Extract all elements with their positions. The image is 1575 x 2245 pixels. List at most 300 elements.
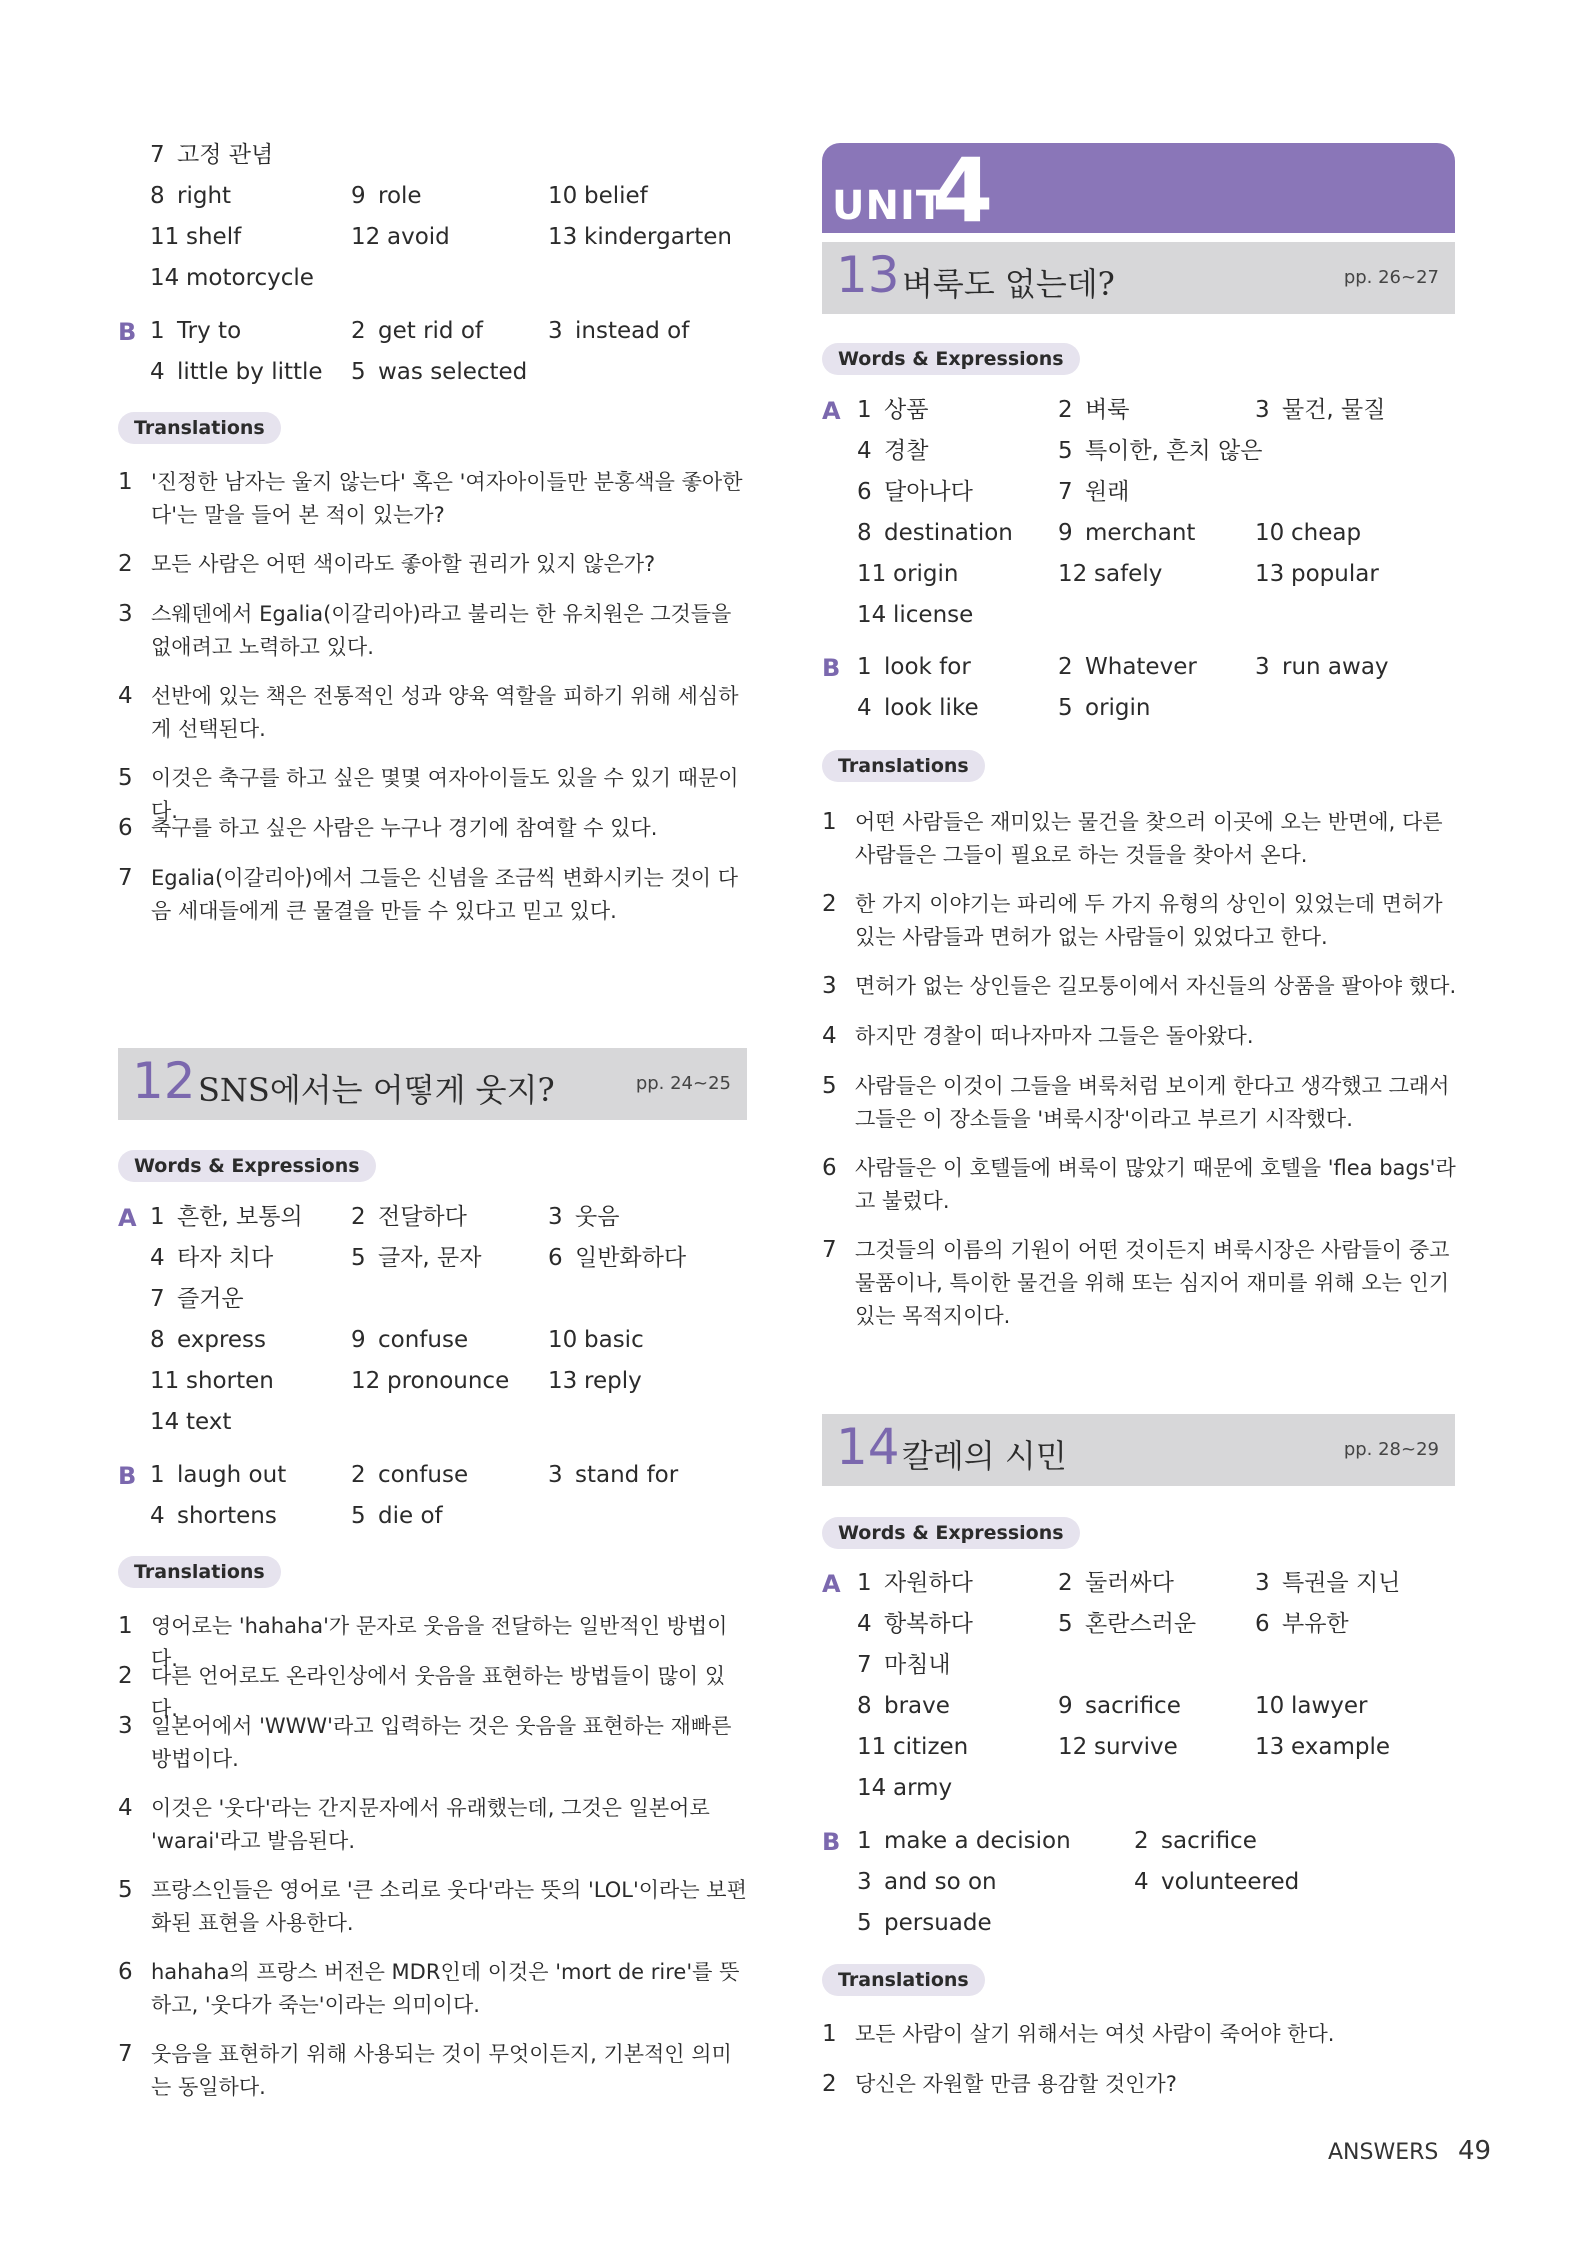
answer-text: brave bbox=[884, 1693, 950, 1719]
answer-item bbox=[351, 1243, 482, 1273]
lesson-number: 12 bbox=[132, 1052, 196, 1110]
answer-text: sacrifice bbox=[1161, 1828, 1257, 1854]
answer-text: 원래 bbox=[1085, 479, 1130, 505]
answer-item bbox=[150, 181, 231, 211]
answer-text: origin bbox=[1085, 695, 1151, 721]
translation-text: 그것들의 이름의 기원이 어떤 것이든지 벼룩시장은 사람들이 중고 물품이나, 특이한 물건을 위해 또는 심지어 재미를 위해 오는 인기 있는 목적지이다. bbox=[855, 1238, 1450, 1328]
lesson-title: 칼레의 시민 bbox=[902, 1437, 1067, 1475]
answer-item bbox=[857, 477, 973, 507]
translations-pill: Translations bbox=[822, 750, 985, 782]
section-label-b: B bbox=[118, 1462, 137, 1490]
section-label-a: A bbox=[822, 1570, 841, 1598]
translation-text: 어떤 사람들은 재미있는 물건을 찾으러 이곳에 오는 반면에, 다른 사람들은 그들이 필요로 하는 것들을 찾아서 온다. bbox=[855, 810, 1443, 867]
section-label-a: A bbox=[118, 1204, 137, 1232]
answer-number: 5 bbox=[857, 1910, 872, 1936]
answer-number: 4 bbox=[150, 1503, 165, 1529]
answer-item bbox=[548, 181, 648, 211]
translation-text: Egalia(이갈리아)에서 그들은 신념을 조금씩 변화시키는 것이 다음 세대들에게 큰 물결을 만들 수 있다고 믿고 있다. bbox=[151, 866, 739, 923]
answer-text: role bbox=[378, 183, 422, 209]
answer-number: 1 bbox=[857, 1828, 872, 1854]
translation-item bbox=[118, 680, 748, 750]
answer-text: origin bbox=[893, 561, 959, 587]
translation-item bbox=[822, 2068, 1462, 2138]
answer-number: 2 bbox=[351, 318, 366, 344]
answer-text: laugh out bbox=[177, 1462, 287, 1488]
translation-text: 사람들은 이 호텔들에 벼룩이 많았기 때문에 호텔을 'flea bags'라고 불렀다. bbox=[855, 1156, 1456, 1213]
answer-text: belief bbox=[584, 183, 648, 209]
translation-number: 3 bbox=[118, 601, 133, 627]
translation-text: 영어로는 'hahaha'가 문자로 웃음을 전달하는 일반적인 방법이다. bbox=[151, 1614, 728, 1671]
answer-number: 4 bbox=[150, 1245, 165, 1271]
answer-text: kindergarten bbox=[584, 224, 732, 250]
answer-item bbox=[1134, 1826, 1257, 1856]
answer-number: 6 bbox=[1255, 1611, 1270, 1637]
answer-item bbox=[150, 1460, 286, 1490]
translation-number: 2 bbox=[822, 891, 837, 917]
translation-item bbox=[118, 2038, 748, 2108]
answer-item bbox=[857, 652, 971, 682]
section-label-b: B bbox=[118, 318, 137, 346]
answer-number: 5 bbox=[1058, 1611, 1073, 1637]
answer-text: survive bbox=[1094, 1734, 1178, 1760]
unit-number: 4 bbox=[932, 139, 994, 242]
answer-text: stand for bbox=[575, 1462, 679, 1488]
answer-text: text bbox=[186, 1409, 232, 1435]
answer-text: pronounce bbox=[387, 1368, 510, 1394]
translation-number: 1 bbox=[822, 809, 837, 835]
translation-number: 3 bbox=[822, 973, 837, 999]
translation-number: 4 bbox=[822, 1023, 837, 1049]
answer-text: shortens bbox=[177, 1503, 277, 1529]
answer-item bbox=[857, 1867, 997, 1897]
lesson-pages: pp. 28~29 bbox=[1343, 1439, 1439, 1460]
answer-item bbox=[857, 1773, 952, 1803]
translation-number: 4 bbox=[118, 1795, 133, 1821]
answer-number: 5 bbox=[351, 1245, 366, 1271]
answer-item bbox=[150, 1202, 303, 1232]
answer-item bbox=[1058, 395, 1129, 425]
translation-text: hahaha의 프랑스 버전은 MDR인데 이것은 'mort de rire'를 뜻하고, '웃다가 죽는'이라는 의미이다. bbox=[151, 1960, 740, 2017]
answer-number: 4 bbox=[857, 1611, 872, 1637]
translations-pill: Translations bbox=[118, 412, 281, 444]
answer-item bbox=[1058, 652, 1197, 682]
translation-number: 6 bbox=[822, 1155, 837, 1181]
answer-item bbox=[1255, 518, 1361, 548]
answer-number: 5 bbox=[1058, 695, 1073, 721]
answer-number: 7 bbox=[150, 1286, 165, 1312]
translation-item bbox=[822, 1070, 1462, 1140]
answer-item bbox=[1058, 1568, 1174, 1598]
answer-text: 전달하다 bbox=[378, 1204, 467, 1230]
answer-item bbox=[1255, 652, 1389, 682]
translation-number: 5 bbox=[118, 765, 133, 791]
answer-item bbox=[548, 1366, 642, 1396]
translation-text: 일본어에서 'WWW'라고 입력하는 것은 웃음을 표현하는 재빠른 방법이다. bbox=[151, 1714, 732, 1771]
answer-item bbox=[857, 518, 1013, 548]
answer-number: 9 bbox=[351, 1327, 366, 1353]
answer-text: merchant bbox=[1085, 520, 1196, 546]
answer-number: 14 bbox=[150, 1409, 180, 1435]
answer-text: 부유한 bbox=[1282, 1611, 1349, 1637]
lesson-14-header bbox=[822, 1414, 1455, 1486]
answer-text: 특이한, 흔치 않은 bbox=[1085, 438, 1263, 464]
translation-text: '진정한 남자는 울지 않는다' 혹은 '여자아이들만 분홍색을 좋아한다'는 말을 들어 본 적이 있는가? bbox=[151, 470, 743, 527]
answer-text: example bbox=[1291, 1734, 1390, 1760]
answer-item bbox=[351, 357, 527, 387]
answer-number: 1 bbox=[150, 1204, 165, 1230]
answer-text: and so on bbox=[884, 1869, 997, 1895]
answer-number: 11 bbox=[150, 224, 180, 250]
section-label-a: A bbox=[822, 397, 841, 425]
answer-text: run away bbox=[1282, 654, 1389, 680]
translation-number: 4 bbox=[118, 683, 133, 709]
answer-number: 7 bbox=[150, 142, 165, 168]
answer-text: 흔한, 보통의 bbox=[177, 1204, 303, 1230]
translation-text: 선반에 있는 책은 전통적인 성과 양육 역할을 피하기 위해 세심하게 선택된다. bbox=[151, 684, 739, 741]
answer-item bbox=[1255, 395, 1386, 425]
answer-item bbox=[1255, 1732, 1390, 1762]
translation-number: 2 bbox=[118, 1663, 133, 1689]
answer-number: 10 bbox=[1255, 1693, 1285, 1719]
answer-item bbox=[150, 316, 241, 346]
answer-text: 즐거운 bbox=[177, 1286, 244, 1312]
answer-number: 3 bbox=[548, 318, 563, 344]
lesson-12-header bbox=[118, 1048, 747, 1120]
answer-text: safely bbox=[1094, 561, 1163, 587]
answer-item bbox=[1255, 1691, 1368, 1721]
translation-number: 6 bbox=[118, 815, 133, 841]
translation-text: 한 가지 이야기는 파리에 두 가지 유형의 상인이 있었는데 면허가 있는 사람들과 면허가 없는 사람들이 있었다고 한다. bbox=[855, 892, 1443, 949]
answer-item bbox=[150, 1366, 274, 1396]
answer-number: 8 bbox=[857, 1693, 872, 1719]
answer-number: 5 bbox=[351, 359, 366, 385]
answer-text: shorten bbox=[186, 1368, 274, 1394]
translation-number: 3 bbox=[118, 1713, 133, 1739]
translation-item bbox=[118, 1956, 748, 2026]
answer-number: 11 bbox=[857, 1734, 887, 1760]
answer-item bbox=[1058, 1609, 1196, 1639]
answer-number: 10 bbox=[548, 1327, 578, 1353]
answer-text: Try to bbox=[177, 318, 242, 344]
translations-pill: Translations bbox=[822, 1964, 985, 1996]
answer-text: avoid bbox=[387, 224, 450, 250]
answer-text: persuade bbox=[884, 1910, 992, 1936]
answer-item bbox=[1058, 693, 1151, 723]
translation-item bbox=[822, 1152, 1462, 1222]
answer-text: little by little bbox=[177, 359, 323, 385]
translation-text: 축구를 하고 싶은 사람은 누구나 경기에 참여할 수 있다. bbox=[151, 816, 658, 840]
answer-item bbox=[548, 1460, 678, 1490]
answer-text: 혼란스러운 bbox=[1085, 1611, 1197, 1637]
answer-text: look for bbox=[884, 654, 971, 680]
answer-number: 12 bbox=[1058, 561, 1088, 587]
answer-number: 8 bbox=[150, 183, 165, 209]
answer-number: 13 bbox=[548, 224, 578, 250]
translation-number: 7 bbox=[118, 865, 133, 891]
answer-text: 고정 관념 bbox=[177, 142, 274, 168]
answer-number: 7 bbox=[857, 1652, 872, 1678]
answer-text: license bbox=[893, 602, 974, 628]
answer-text: army bbox=[893, 1775, 953, 1801]
answer-number: 1 bbox=[857, 654, 872, 680]
answer-number: 4 bbox=[857, 695, 872, 721]
answer-number: 1 bbox=[150, 318, 165, 344]
answer-text: 타자 치다 bbox=[177, 1245, 274, 1271]
answer-number: 3 bbox=[1255, 397, 1270, 423]
answer-number: 5 bbox=[351, 1503, 366, 1529]
answer-item bbox=[548, 222, 732, 252]
answer-item bbox=[1255, 559, 1379, 589]
answer-item bbox=[1058, 477, 1129, 507]
answer-number: 13 bbox=[1255, 561, 1285, 587]
translation-text: 스웨덴에서 Egalia(이갈리아)라고 불리는 한 유치원은 그것들을 없애려고 노력하고 있다. bbox=[151, 602, 732, 659]
answer-text: 마침내 bbox=[884, 1652, 951, 1678]
answer-text: 물건, 물질 bbox=[1282, 397, 1386, 423]
answer-item bbox=[1255, 1609, 1349, 1639]
translation-text: 이것은 축구를 하고 싶은 몇몇 여자아이들도 있을 수 있기 때문이다. bbox=[151, 766, 739, 823]
answer-text: 둘러싸다 bbox=[1085, 1570, 1174, 1596]
words-expressions-pill: Words & Expressions bbox=[822, 1517, 1080, 1549]
lesson-pages: pp. 24~25 bbox=[635, 1073, 731, 1094]
answer-item bbox=[857, 1908, 992, 1938]
answer-text: 웃음 bbox=[575, 1204, 620, 1230]
answer-item bbox=[857, 1609, 973, 1639]
answer-number: 12 bbox=[1058, 1734, 1088, 1760]
lesson-title: 벼룩도 없는데? bbox=[902, 265, 1115, 303]
answer-item bbox=[548, 1202, 619, 1232]
translation-text: 면허가 없는 상인들은 길모퉁이에서 자신들의 상품을 팔아야 했다. bbox=[855, 974, 1457, 998]
answer-item bbox=[1134, 1867, 1299, 1897]
answer-item bbox=[150, 1243, 273, 1273]
translation-item bbox=[822, 806, 1462, 876]
translation-number: 2 bbox=[118, 551, 133, 577]
translation-item bbox=[822, 888, 1462, 958]
answer-number: 4 bbox=[150, 359, 165, 385]
answer-item bbox=[351, 1460, 468, 1490]
answer-item bbox=[150, 1407, 231, 1437]
section-label-b: B bbox=[822, 1828, 841, 1856]
answer-number: 1 bbox=[150, 1462, 165, 1488]
translation-number: 7 bbox=[822, 1237, 837, 1263]
answer-number: 8 bbox=[150, 1327, 165, 1353]
answer-text: citizen bbox=[893, 1734, 969, 1760]
answer-text: popular bbox=[1291, 561, 1379, 587]
unit-banner bbox=[822, 139, 1455, 242]
answer-item bbox=[150, 1501, 277, 1531]
translation-text: 웃음을 표현하기 위해 사용되는 것이 무엇이든지, 기본적인 의미는 동일하다. bbox=[151, 2042, 732, 2099]
answer-item bbox=[857, 559, 959, 589]
translation-number: 6 bbox=[118, 1959, 133, 1985]
answer-text: sacrifice bbox=[1085, 1693, 1181, 1719]
unit-word: UNIT bbox=[832, 183, 945, 229]
answer-item bbox=[351, 1501, 443, 1531]
answer-item bbox=[150, 222, 241, 252]
answer-text: volunteered bbox=[1161, 1869, 1300, 1895]
answer-item bbox=[351, 222, 450, 252]
answer-text: die of bbox=[378, 1503, 443, 1529]
answer-number: 5 bbox=[1058, 438, 1073, 464]
answer-number: 3 bbox=[1255, 1570, 1270, 1596]
answer-number: 10 bbox=[548, 183, 578, 209]
answer-number: 2 bbox=[1134, 1828, 1149, 1854]
answer-text: make a decision bbox=[884, 1828, 1071, 1854]
translation-number: 1 bbox=[118, 469, 133, 495]
footer-label: ANSWERS bbox=[1328, 2140, 1439, 2165]
page-number: 49 bbox=[1458, 2136, 1492, 2166]
answer-text: basic bbox=[584, 1327, 644, 1353]
answer-number: 2 bbox=[351, 1462, 366, 1488]
answer-item bbox=[150, 1325, 266, 1355]
answer-text: right bbox=[177, 183, 232, 209]
answer-text: reply bbox=[584, 1368, 642, 1394]
answer-number: 3 bbox=[857, 1869, 872, 1895]
answer-text: motorcycle bbox=[186, 265, 314, 291]
answer-number: 9 bbox=[1058, 1693, 1073, 1719]
answer-item bbox=[351, 181, 422, 211]
answer-item bbox=[548, 1325, 644, 1355]
answer-number: 2 bbox=[1058, 654, 1073, 680]
answer-item bbox=[351, 1366, 509, 1396]
answer-number: 12 bbox=[351, 1368, 381, 1394]
answer-text: 글자, 문자 bbox=[378, 1245, 482, 1271]
translation-number: 1 bbox=[118, 1613, 133, 1639]
answer-number: 2 bbox=[1058, 1570, 1073, 1596]
translation-number: 5 bbox=[118, 1877, 133, 1903]
answer-text: 벼룩 bbox=[1085, 397, 1130, 423]
answer-text: 항복하다 bbox=[884, 1611, 973, 1637]
answer-number: 11 bbox=[857, 561, 887, 587]
answer-item bbox=[857, 1826, 1071, 1856]
translation-text: 모든 사람은 어떤 색이라도 좋아할 권리가 있지 않은가? bbox=[151, 552, 656, 576]
translation-item bbox=[118, 1874, 748, 1944]
translation-text: 프랑스인들은 영어로 '큰 소리로 웃다'라는 뜻의 'LOL'이라는 보편화된 표현을 사용한다. bbox=[151, 1878, 747, 1935]
translation-text: 다른 언어로도 온라인상에서 웃음을 표현하는 방법들이 많이 있다. bbox=[151, 1664, 726, 1721]
translations-pill: Translations bbox=[118, 1556, 281, 1588]
translation-item bbox=[118, 1710, 748, 1780]
answer-item bbox=[857, 600, 973, 630]
answer-item bbox=[1255, 1568, 1400, 1598]
translation-number: 7 bbox=[118, 2041, 133, 2067]
answer-item bbox=[857, 1691, 950, 1721]
answer-text: look like bbox=[884, 695, 979, 721]
answer-text: lawyer bbox=[1291, 1693, 1368, 1719]
answer-text: express bbox=[177, 1327, 267, 1353]
answer-text: shelf bbox=[186, 224, 242, 250]
answer-number: 13 bbox=[548, 1368, 578, 1394]
translation-item bbox=[118, 1792, 748, 1862]
answer-number: 4 bbox=[857, 438, 872, 464]
answer-number: 1 bbox=[857, 397, 872, 423]
answer-text: instead of bbox=[575, 318, 690, 344]
words-expressions-pill: Words & Expressions bbox=[118, 1150, 376, 1182]
answer-number: 2 bbox=[351, 1204, 366, 1230]
answer-number: 14 bbox=[150, 265, 180, 291]
answer-text: confuse bbox=[378, 1462, 469, 1488]
answer-item bbox=[548, 1243, 686, 1273]
section-label-b: B bbox=[822, 654, 841, 682]
answer-item bbox=[857, 395, 928, 425]
answer-item bbox=[150, 140, 273, 170]
answer-number: 3 bbox=[548, 1204, 563, 1230]
translation-item bbox=[822, 1234, 1462, 1328]
answer-number: 8 bbox=[857, 520, 872, 546]
answer-text: cheap bbox=[1291, 520, 1362, 546]
answer-text: 일반화하다 bbox=[575, 1245, 687, 1271]
answer-number: 13 bbox=[1255, 1734, 1285, 1760]
answer-item bbox=[1058, 518, 1195, 548]
answer-text: destination bbox=[884, 520, 1013, 546]
translation-text: 이것은 '웃다'라는 간지문자에서 유래했는데, 그것은 일본어로 'warai'라고 발음된다. bbox=[151, 1796, 710, 1853]
answer-item bbox=[351, 1202, 467, 1232]
answer-number: 1 bbox=[857, 1570, 872, 1596]
lesson-title: SNS에서는 어떻게 웃지? bbox=[198, 1071, 555, 1109]
translation-item bbox=[118, 862, 748, 932]
answer-item bbox=[857, 436, 928, 466]
answer-item bbox=[150, 357, 323, 387]
answer-text: 경찰 bbox=[884, 438, 929, 464]
translation-text: 당신은 자원할 만큼 용감할 것인가? bbox=[855, 2072, 1177, 2096]
answer-text: was selected bbox=[378, 359, 528, 385]
answer-item bbox=[857, 693, 979, 723]
translation-item bbox=[118, 466, 748, 536]
answer-item bbox=[857, 1732, 968, 1762]
translation-item bbox=[118, 598, 748, 668]
answer-item bbox=[150, 1284, 244, 1314]
translation-number: 1 bbox=[822, 2021, 837, 2047]
answer-number: 14 bbox=[857, 602, 887, 628]
answer-item bbox=[351, 1325, 468, 1355]
lesson-number: 14 bbox=[836, 1418, 900, 1476]
answer-number: 14 bbox=[857, 1775, 887, 1801]
answer-text: 상품 bbox=[884, 397, 929, 423]
answer-number: 6 bbox=[857, 479, 872, 505]
answer-text: confuse bbox=[378, 1327, 469, 1353]
answer-item bbox=[150, 263, 314, 293]
lesson-number: 13 bbox=[836, 246, 900, 304]
translation-number: 2 bbox=[822, 2071, 837, 2097]
answer-item bbox=[548, 316, 689, 346]
answer-number: 12 bbox=[351, 224, 381, 250]
answer-text: 특권을 지닌 bbox=[1282, 1570, 1401, 1596]
answer-item bbox=[1058, 436, 1262, 466]
answer-item bbox=[857, 1568, 973, 1598]
translation-text: 하지만 경찰이 떠나자마자 그들은 돌아왔다. bbox=[855, 1024, 1254, 1048]
answer-item bbox=[857, 1650, 951, 1680]
answer-number: 9 bbox=[351, 183, 366, 209]
answer-number: 11 bbox=[150, 1368, 180, 1394]
answer-number: 3 bbox=[1255, 654, 1270, 680]
words-expressions-pill: Words & Expressions bbox=[822, 343, 1080, 375]
answer-number: 2 bbox=[1058, 397, 1073, 423]
lesson-13-header bbox=[822, 242, 1455, 314]
answer-number: 10 bbox=[1255, 520, 1285, 546]
translation-number: 5 bbox=[822, 1073, 837, 1099]
answer-text: Whatever bbox=[1085, 654, 1197, 680]
translation-text: 사람들은 이것이 그들을 벼룩처럼 보이게 한다고 생각했고 그래서 그들은 이 장소들을 '벼룩시장'이라고 부르기 시작했다. bbox=[855, 1074, 1450, 1131]
answer-number: 4 bbox=[1134, 1869, 1149, 1895]
translation-text: 모든 사람이 살기 위해서는 여섯 사람이 죽어야 한다. bbox=[855, 2022, 1335, 2046]
answer-item bbox=[1058, 1691, 1181, 1721]
lesson-pages: pp. 26~27 bbox=[1343, 267, 1439, 288]
answer-number: 6 bbox=[548, 1245, 563, 1271]
answer-number: 7 bbox=[1058, 479, 1073, 505]
answer-number: 9 bbox=[1058, 520, 1073, 546]
answer-item bbox=[1058, 559, 1162, 589]
answer-text: get rid of bbox=[378, 318, 484, 344]
answer-item bbox=[351, 316, 483, 346]
answer-number: 3 bbox=[548, 1462, 563, 1488]
answer-item bbox=[1058, 1732, 1178, 1762]
